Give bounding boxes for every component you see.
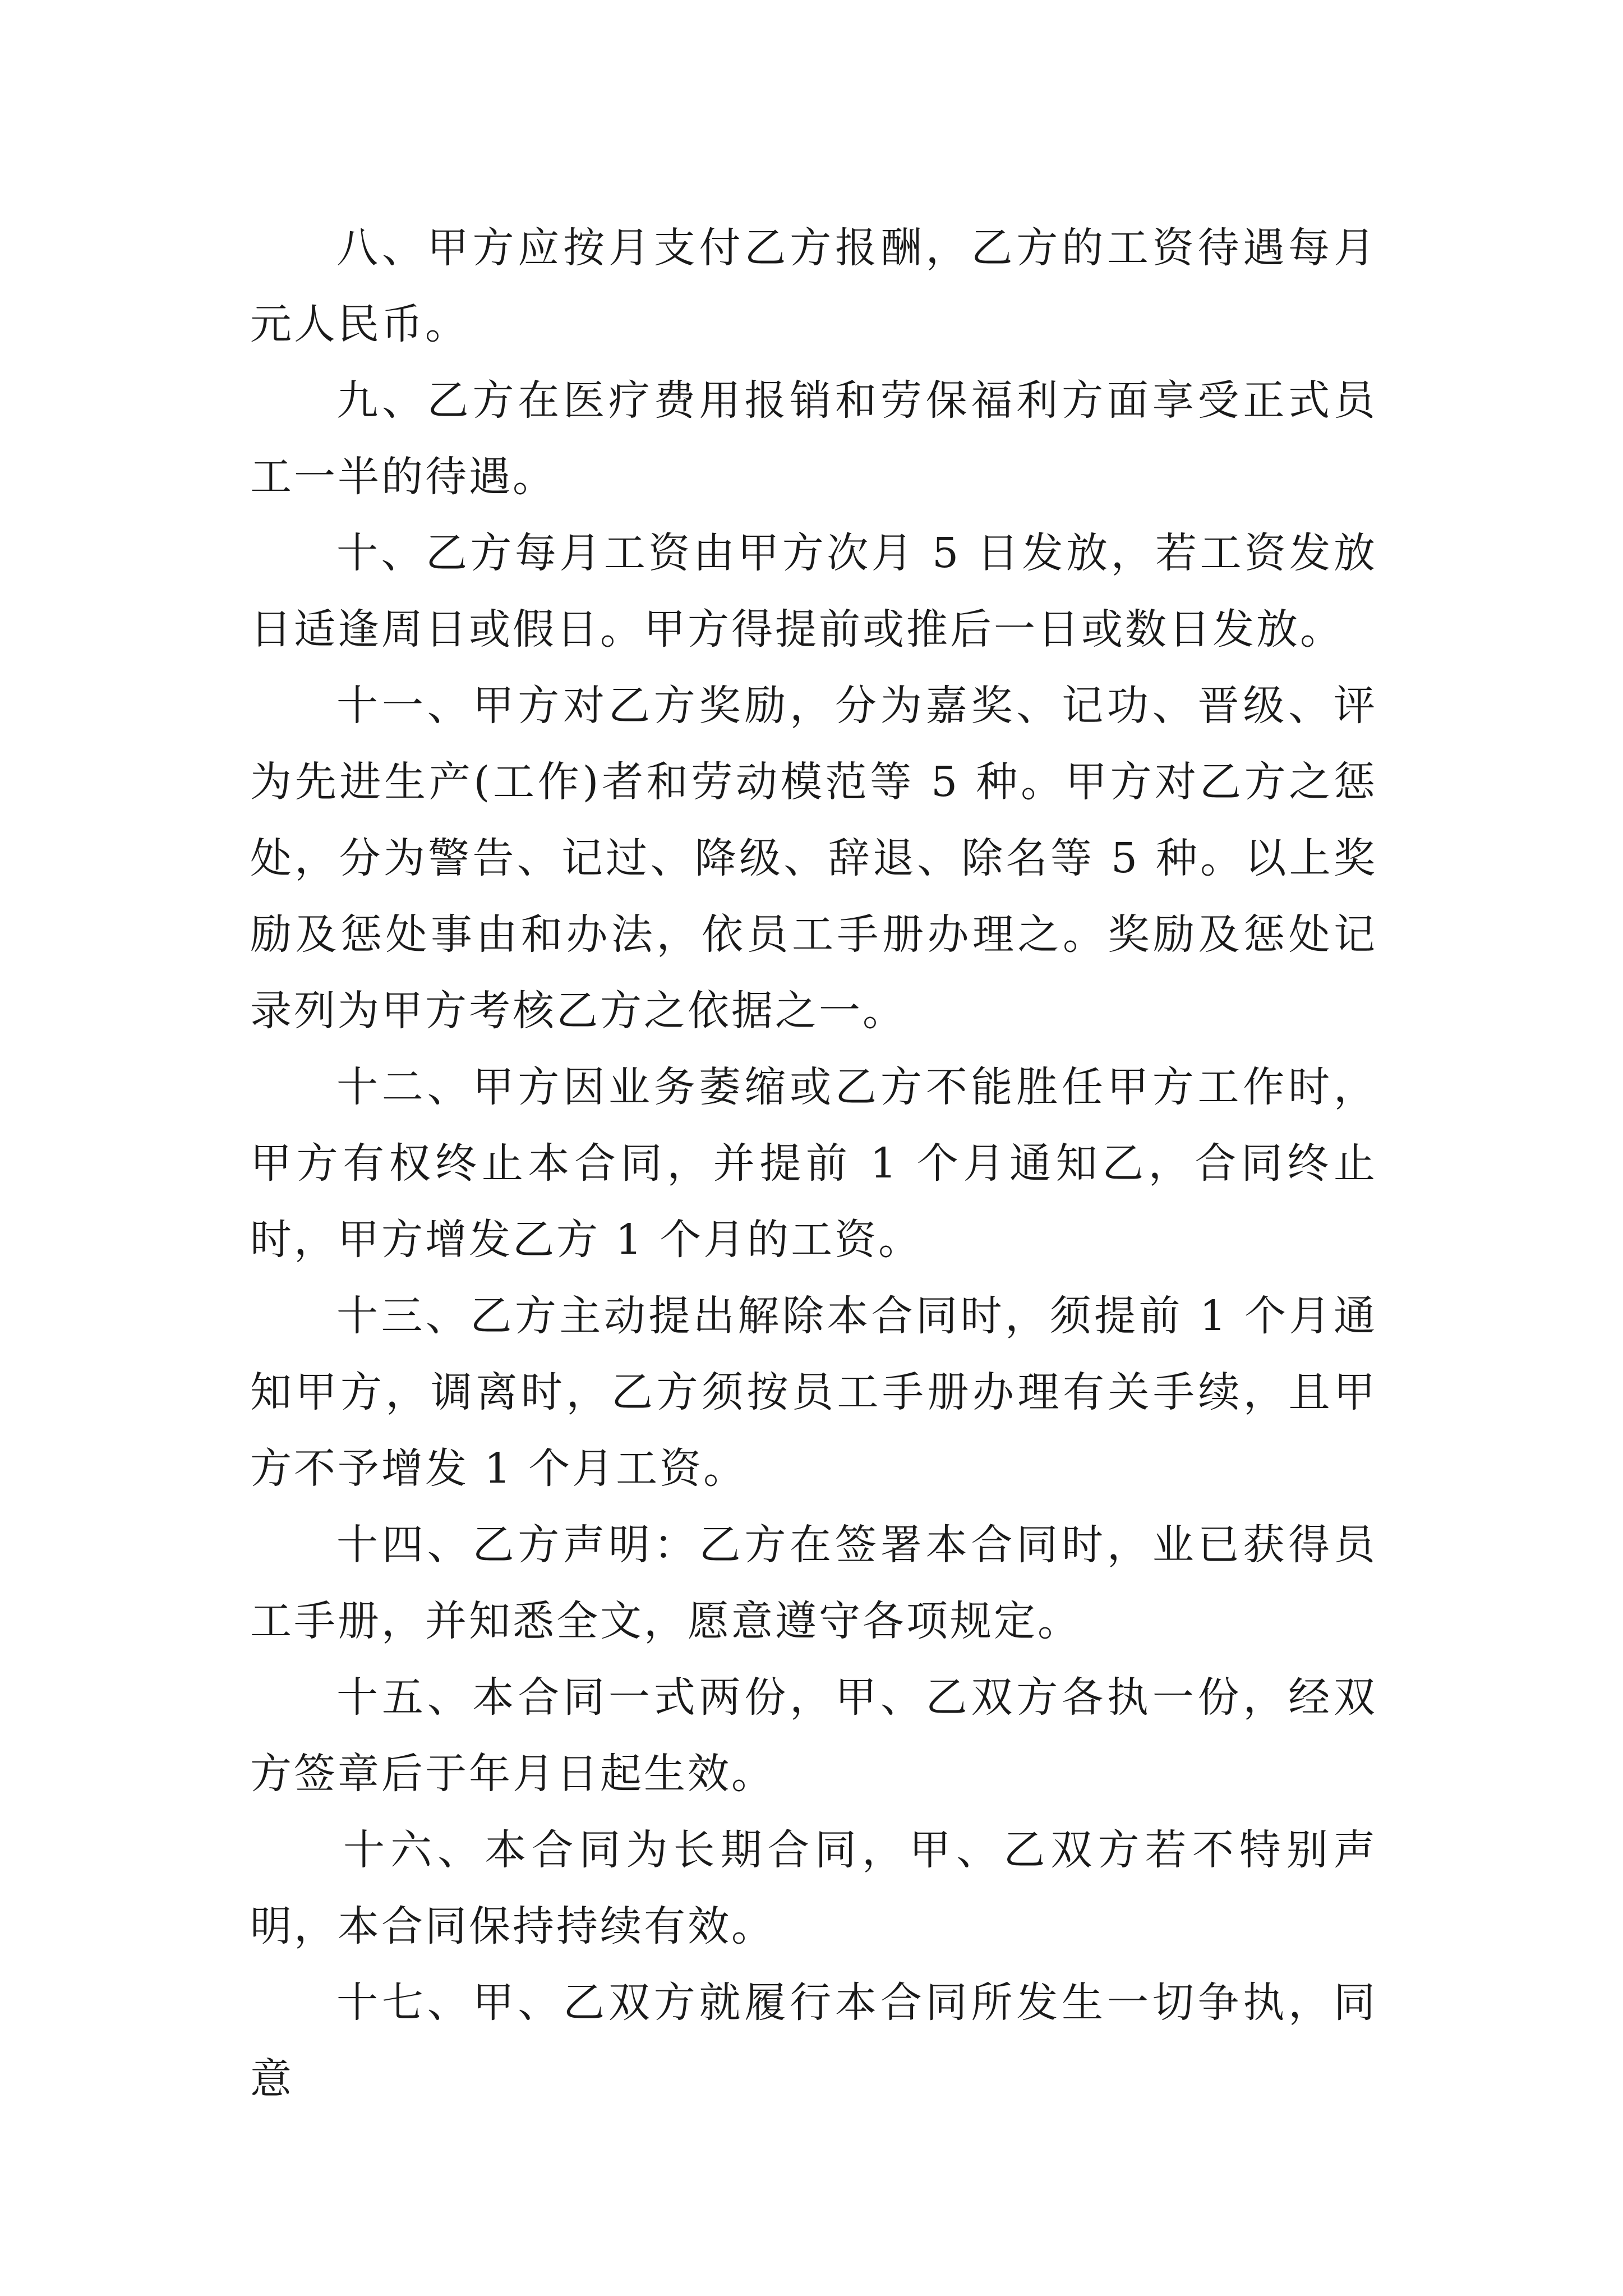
clause-9: 九、乙方在医疗费用报销和劳保福利方面享受正式员工一半的待遇。 [250,376,1377,501]
clause-10: 十、乙方每月工资由甲方次月 5 日发放，若工资发放日适逢周日或假日。甲方得提前或推后一日或数日发放。 [250,529,1377,654]
clause-13: 十三、乙方主动提出解除本合同时，须提前 1 个月通知甲方，调离时，乙方须按员工手册办理有关手续，且甲方不予增发 1 个月工资。 [250,1292,1377,1493]
clause-8: 八、甲方应按月支付乙方报酬，乙方的工资待遇每月元人民币。 [250,224,1377,348]
clause-12: 十二、甲方因业务萎缩或乙方不能胜任甲方工作时，甲方有权终止本合同，并提前 1 个月通知乙，合同终止时，甲方增发乙方 1 个月的工资。 [250,1063,1377,1264]
clause-17: 十七、甲、乙双方就履行本合同所发生一切争执，同意 [250,1978,1377,2103]
clause-14: 十四、乙方声明：乙方在签署本合同时，业已获得员工手册，并知悉全文，愿意遵守各项规定。 [250,1521,1377,1645]
clause-11: 十一、甲方对乙方奖励，分为嘉奖、记功、晋级、评为先进生产(工作)者和劳动模范等 5 种。甲方对乙方之惩处，分为警告、记过、降级、辞退、除名等 5 种。以上奖励及惩处事由和办法，依员工手册办理之。奖励及惩处记录列为甲方考核乙方之依据之一。 [250,682,1377,1035]
document-page [250,210,1377,2117]
clause-15: 十五、本合同一式两份，甲、乙双方各执一份，经双方签章后于年月日起生效。 [250,1673,1377,1798]
clause-16: 十六、本合同为长期合同，甲、乙双方若不特别声明，本合同保持持续有效。 [250,1826,1377,1950]
